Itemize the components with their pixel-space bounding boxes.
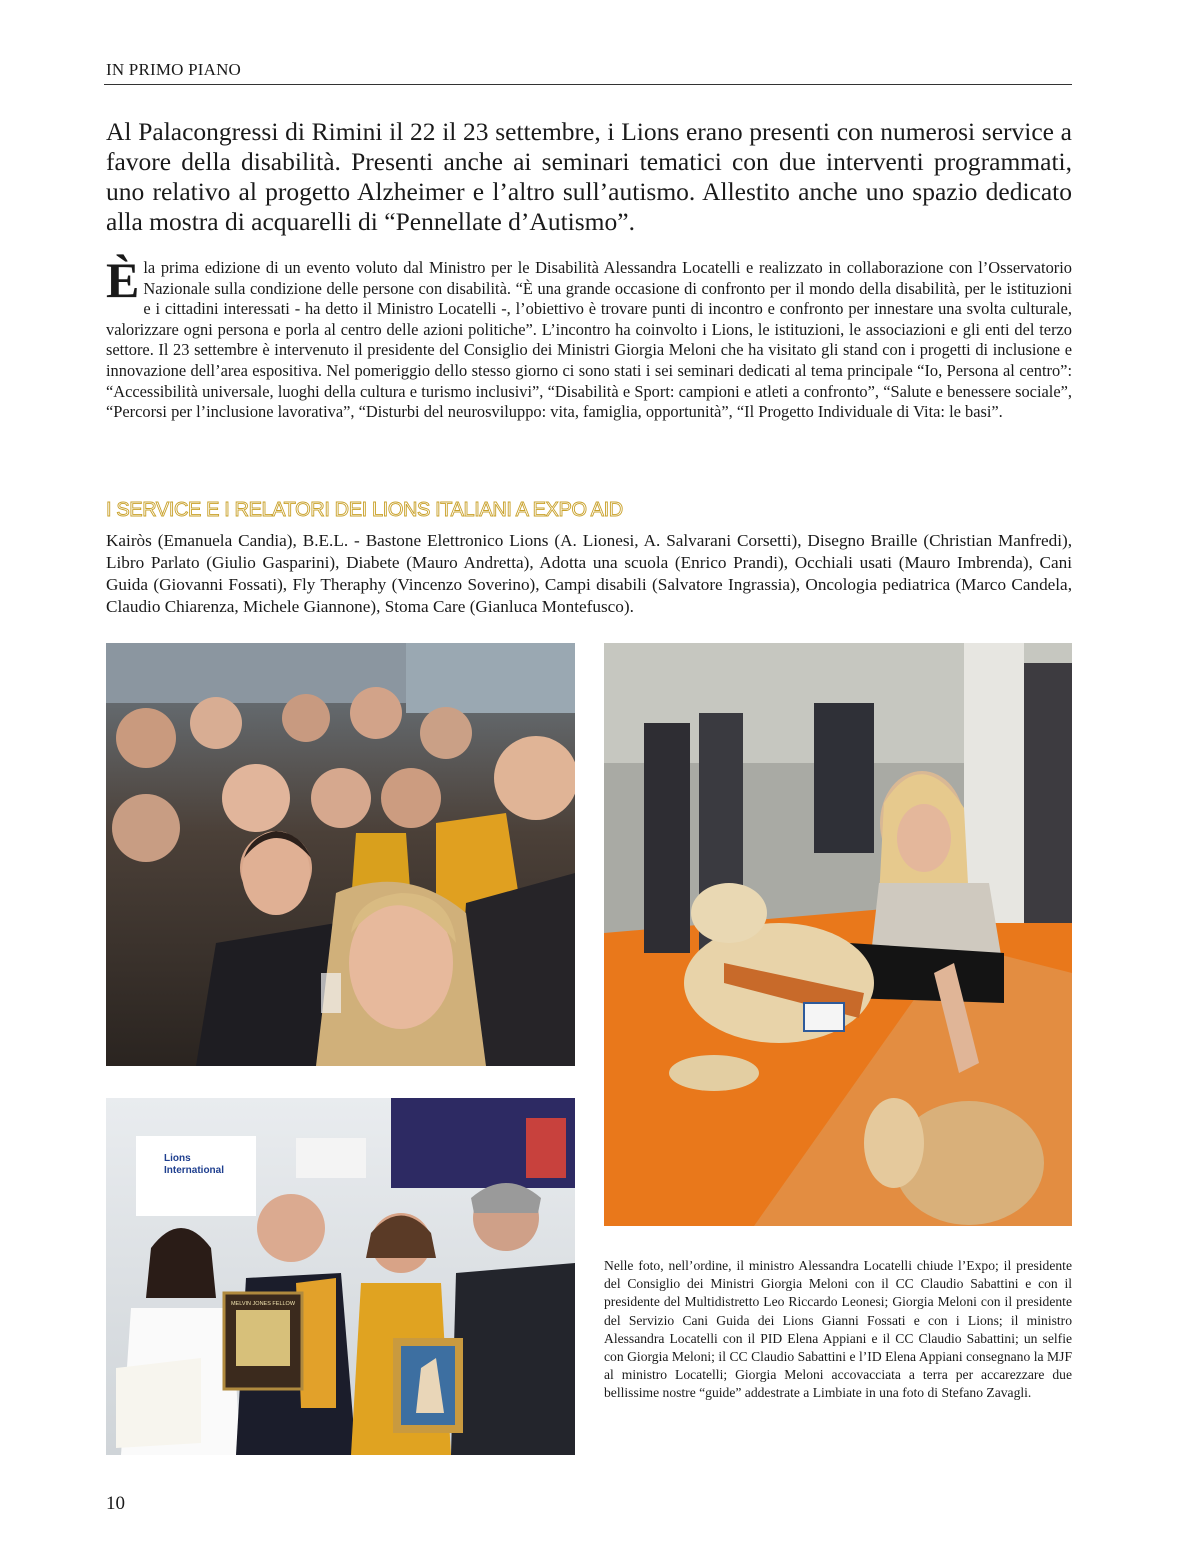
header-divider (104, 84, 1072, 85)
guide-dogs-photo-illustration (604, 643, 1072, 1226)
lead-paragraph: Al Palacongressi di Rimini il 22 il 23 settembre, i Lions erano presenti con numerosi service a favore della disabilità. Presenti anche ai seminari tematici con due interventi programmati, uno relativo al progetto Alzheimer e l’altro sull’autismo. Allestito anche uno spazio dedicato alla mostra di acquarelli di “Pennellate d’Autismo”. (106, 117, 1072, 236)
banner-line-1: Lions (164, 1153, 191, 1164)
award-photo-illustration (106, 1098, 575, 1455)
award-photo (106, 1098, 575, 1455)
services-paragraph: Kairòs (Emanuela Candia), B.E.L. - Bastone Elettronico Lions (A. Lionesi, A. Salvarani Corsetti), Disegno Braille (Christian Manfredi), Libro Parlato (Giulio Gasparini), Diabete (Mauro Andretta), Adotta una scuola (Enrico Prandi), Occhiali usati (Mauro Imbrenda), Cani Guida (Giovanni Fossati), Fly Theraphy (Vincenzo Soverino), Campi disabili (Salvatore Ingrassia), Oncologia pediatrica (Marco Candela, Claudio Chiarenza, Michele Giannone), Stoma Care (Gianluca Montefusco). (106, 531, 1072, 616)
body-text: la prima edizione di un evento voluto dal Ministro per le Disabilità Alessandra Locatelli e realizzato in collaborazione con l’Osservatorio Nazionale sulla condizione delle persone con disabilità. “È una grande occasione di confronto per il mondo della disabilità, per le istituzioni e i cittadini interessati - ha detto il Ministro Locatelli -, l’obiettivo è trovare punti di incontro e confronto per innestare una svolta culturale, valorizzare ogni persona e porla al centro delle azioni politiche”. L’incontro ha coinvolto i Lions, le istituzioni, le associazioni e gli enti del terzo settore. Il 23 settembre è intervenuto il presidente del Consiglio dei Ministri Giorgia Meloni che ha visitato gli stand con i progetti di inclusione e innovazione dell’area espositiva. Nel pomeriggio dello stesso giorno ci sono stati i sei seminari dedicati al tema principale “Io, Persona al centro”: “Accessibilità universale, luoghi della cultura e turismo inclusivi”, “Disabilità e Sport: campioni e atleti a confronto”, “Salute e benessere sociale”, “Percorsi per l’inclusione lavorativa”, “Disturbi del neurosviluppo: vita, famiglia, opportunità”, “Il Progetto Individuale di Vita: le basi”. (106, 258, 1072, 422)
section-label: IN PRIMO PIANO (106, 60, 242, 79)
photo-caption: Nelle foto, nell’ordine, il ministro Alessandra Locatelli chiude l’Expo; il presidente del Consiglio dei Ministri Giorgia Meloni con il CC Claudio Sabattini e con il presidente del Multidistretto Leo Riccardo Leonesi; Giorgia Meloni con il presidente del Servizio Cani Guida dei Lions Gianni Fossati e con i Lions; il ministro Alessandra Locatelli con il PID Elena Appiani e il CC Claudio Sabattini; un selfie con Giorgia Meloni; il CC Claudio Sabattini e l’ID Elena Appiani consegnano la MJF al ministro Locatelli; Giorgia Meloni accovacciata a terra per accarezzare due bellissime nostre “guide” addestrate a Limbiate in una foto di Stefano Zavagli. (604, 1258, 1072, 1401)
body-paragraph (106, 252, 1072, 423)
plaque-title: MELVIN JONES FELLOW (230, 1301, 296, 1307)
services-subheading: I SERVICE E I RELATORI DEI LIONS ITALIANI A EXPO AID (106, 499, 623, 521)
guide-dogs-photo (604, 643, 1072, 1226)
banner-line-2: International (164, 1165, 225, 1176)
page-number: 10 (106, 1493, 125, 1514)
selfie-photo (106, 643, 575, 1066)
drop-cap: È (106, 252, 140, 308)
selfie-photo-illustration (106, 643, 575, 1066)
